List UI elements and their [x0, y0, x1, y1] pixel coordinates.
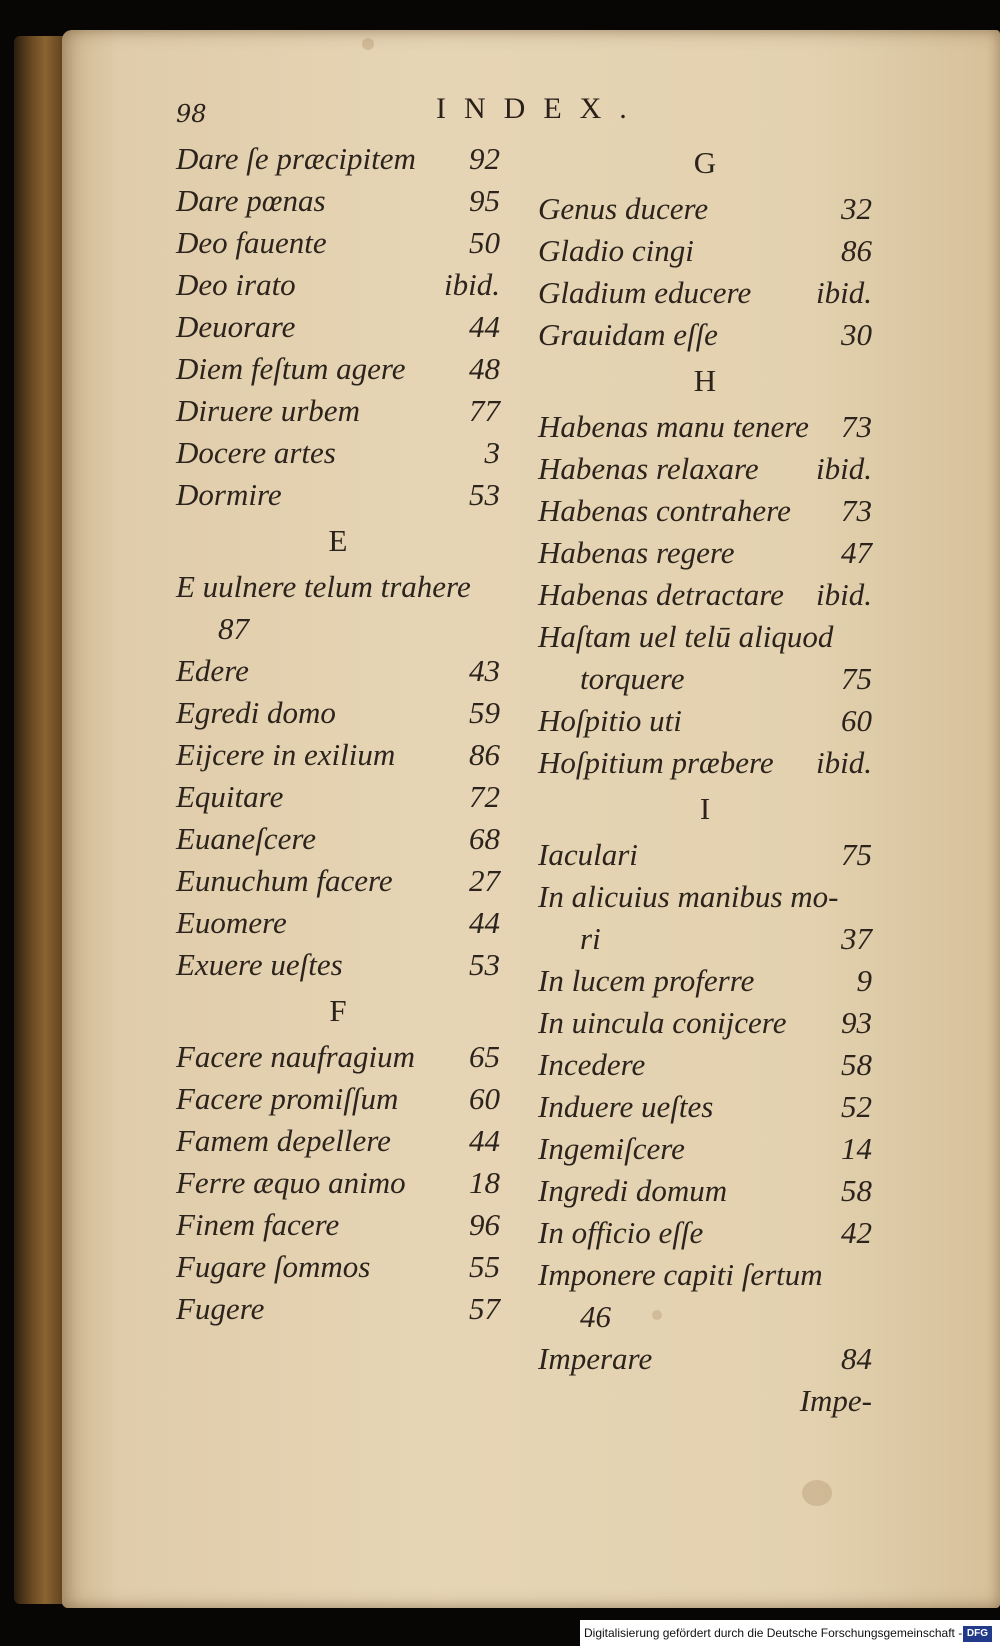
entry-page: ibid. [816, 451, 872, 486]
entry-page: 68 [469, 821, 500, 856]
entry-term: 87 [218, 611, 249, 646]
index-entry [538, 490, 872, 532]
entry-term: ri [580, 921, 601, 956]
entry-term: Eunuchum facere [176, 863, 393, 898]
index-entry [176, 860, 500, 902]
entry-page: 75 [841, 661, 872, 696]
entry-term: Ingemiſcere [538, 1131, 685, 1166]
entry-page: 42 [841, 1215, 872, 1250]
letter-label: G [693, 145, 717, 180]
entry-term: 46 [580, 1299, 611, 1334]
index-entry [176, 474, 500, 516]
entry-term: Iaculari [538, 837, 638, 872]
entry-page: 57 [469, 1291, 500, 1326]
entry-page: 60 [841, 703, 872, 738]
entry-term: Fugare ſommos [176, 1249, 371, 1284]
entry-term: Deo irato [176, 267, 296, 302]
index-entry [176, 1078, 500, 1120]
entry-term: Dare pœnas [176, 183, 326, 218]
letter-label: H [693, 363, 717, 398]
entry-term: In uincula conijcere [538, 1005, 787, 1040]
index-entry [176, 818, 500, 860]
entry-page: ibid. [816, 275, 872, 310]
index-entry [176, 264, 500, 306]
entry-page: 60 [469, 1081, 500, 1116]
entry-term: Habenas detractare [538, 577, 784, 612]
entry-term: Deo fauente [176, 225, 327, 260]
index-entry [538, 314, 872, 356]
index-entry [176, 608, 500, 650]
entry-page: 73 [841, 493, 872, 528]
index-entry [176, 944, 500, 986]
entry-term: Facere naufragium [176, 1039, 416, 1074]
index-entry [538, 1044, 872, 1086]
entry-term: Gladium educere [538, 275, 752, 310]
entry-term: Haſtam uel telū aliquod [538, 619, 834, 654]
index-entry [538, 960, 872, 1002]
index-entry [176, 180, 500, 222]
entry-page: 30 [841, 317, 872, 352]
index-entry [176, 1288, 500, 1330]
entry-page: 73 [841, 409, 872, 444]
index-entry [176, 348, 500, 390]
index-entry [176, 566, 500, 608]
entry-page: 44 [469, 1123, 500, 1158]
index-entry [176, 902, 500, 944]
entry-term: Egredi domo [176, 695, 336, 730]
entry-term: In alicuius manibus mo- [538, 879, 839, 914]
index-entry [538, 1296, 872, 1338]
entry-term: Docere artes [176, 435, 336, 470]
page-title: INDEX. [436, 92, 645, 125]
entry-term: Dormire [176, 477, 282, 512]
entry-term: Euomere [176, 905, 287, 940]
index-entry [176, 222, 500, 264]
entry-page: 93 [841, 1005, 872, 1040]
entry-term: Deuorare [176, 309, 296, 344]
entry-page: 53 [469, 947, 500, 982]
index-entry [176, 138, 500, 180]
book-binding [14, 36, 66, 1604]
index-letter-heading [176, 986, 500, 1036]
entry-term: Dare ſe præcipitem [176, 141, 416, 176]
entry-page: 3 [484, 435, 500, 470]
letter-label: I [699, 791, 711, 826]
entry-page: 44 [469, 309, 500, 344]
entry-page: 18 [469, 1165, 500, 1200]
entry-term: Habenas contrahere [538, 493, 791, 528]
index-entry [176, 1246, 500, 1288]
entry-term: In officio eſſe [538, 1215, 704, 1250]
index-entry [538, 918, 872, 960]
entry-page: 48 [469, 351, 500, 386]
entry-term: Imponere capiti ſertum [538, 1257, 823, 1292]
entry-term: Incedere [538, 1047, 646, 1082]
entry-term: Exuere ueſtes [176, 947, 343, 982]
letter-label: E [328, 523, 348, 558]
index-entry [176, 1162, 500, 1204]
index-entry [176, 734, 500, 776]
index-entry [538, 532, 872, 574]
index-entry [176, 390, 500, 432]
index-entry [538, 700, 872, 742]
paper-stain [802, 1480, 832, 1506]
index-letter-heading [538, 356, 872, 406]
index-entry [538, 834, 872, 876]
index-entry [176, 650, 500, 692]
index-entry [176, 1204, 500, 1246]
index-entry [538, 1002, 872, 1044]
entry-term: Diruere urbem [176, 393, 360, 428]
entry-term: Ingredi domum [538, 1173, 728, 1208]
index-entry [538, 448, 872, 490]
entry-term: In lucem proferre [538, 963, 755, 998]
index-entry [176, 692, 500, 734]
index-entry [176, 306, 500, 348]
entry-term: Fugere [176, 1291, 265, 1326]
index-column-right [538, 138, 872, 1422]
entry-page: 65 [469, 1039, 500, 1074]
entry-term: Edere [176, 653, 249, 688]
index-entry [538, 616, 872, 658]
entry-page: 14 [841, 1131, 872, 1166]
index-entry [538, 1254, 872, 1296]
index-entry [538, 230, 872, 272]
entry-term: Facere promiſſum [176, 1081, 399, 1116]
entry-page: 52 [841, 1089, 872, 1124]
entry-page: 53 [469, 477, 500, 512]
entry-page: 72 [469, 779, 500, 814]
index-entry [538, 188, 872, 230]
catchword-text: Impe- [799, 1383, 872, 1418]
entry-page: 77 [469, 393, 500, 428]
entry-page: ibid. [816, 577, 872, 612]
index-entry [538, 1170, 872, 1212]
entry-page: ibid. [444, 267, 500, 302]
entry-page: 84 [841, 1341, 872, 1376]
entry-term: torquere [580, 661, 685, 696]
entry-page: 75 [841, 837, 872, 872]
entry-page: 27 [469, 863, 500, 898]
entry-page: 59 [469, 695, 500, 730]
entry-term: E uulnere telum trahere [176, 569, 471, 604]
index-entry [538, 1086, 872, 1128]
entry-term: Famem depellere [176, 1123, 391, 1158]
entry-page: 44 [469, 905, 500, 940]
index-entry [538, 1338, 872, 1380]
index-column-left [176, 138, 500, 1330]
index-entry [538, 658, 872, 700]
index-entry [176, 1036, 500, 1078]
entry-page: 58 [841, 1047, 872, 1082]
index-entry [176, 776, 500, 818]
index-entry [538, 742, 872, 784]
entry-term: Imperare [538, 1341, 653, 1376]
index-entry [538, 1212, 872, 1254]
entry-term: Euaneſcere [176, 821, 316, 856]
entry-term: Habenas manu tenere [538, 409, 809, 444]
page-number: 98 [176, 100, 207, 128]
entry-page: 47 [841, 535, 872, 570]
entry-page: 95 [469, 183, 500, 218]
entry-term: Gladio cingi [538, 233, 694, 268]
dfg-logo: DFG [963, 1626, 992, 1642]
entry-term: Ferre æquo animo [176, 1165, 406, 1200]
entry-page: 96 [469, 1207, 500, 1242]
entry-term: Genus ducere [538, 191, 709, 226]
entry-term: Finem facere [176, 1207, 340, 1242]
entry-term: Grauidam eſſe [538, 317, 718, 352]
index-letter-heading [538, 784, 872, 834]
entry-term: Habenas regere [538, 535, 735, 570]
entry-page: 9 [856, 963, 872, 998]
index-entry [538, 406, 872, 448]
index-entry [538, 272, 872, 314]
digitization-credit [580, 1620, 1000, 1646]
index-entry [538, 574, 872, 616]
index-letter-heading [538, 138, 872, 188]
entry-page: 58 [841, 1173, 872, 1208]
entry-term: Eijcere in exilium [176, 737, 396, 772]
index-letter-heading [176, 516, 500, 566]
entry-page: 86 [469, 737, 500, 772]
index-entry [538, 876, 872, 918]
entry-term: Hoſpitio uti [538, 703, 682, 738]
entry-term: Hoſpitium præbere [538, 745, 774, 780]
catchword [538, 1380, 872, 1422]
entry-page: 55 [469, 1249, 500, 1284]
entry-page: 32 [841, 191, 872, 226]
entry-term: Equitare [176, 779, 284, 814]
entry-term: Habenas relaxare [538, 451, 759, 486]
entry-page: ibid. [816, 745, 872, 780]
entry-page: 37 [841, 921, 872, 956]
entry-page: 86 [841, 233, 872, 268]
entry-page: 50 [469, 225, 500, 260]
index-entry [176, 1120, 500, 1162]
index-entry [538, 1128, 872, 1170]
entry-term: Diem feſtum agere [176, 351, 406, 386]
entry-page: 43 [469, 653, 500, 688]
index-entry [176, 432, 500, 474]
paper-stain [362, 38, 374, 50]
entry-page: 92 [469, 141, 500, 176]
entry-term: Induere ueſtes [538, 1089, 714, 1124]
letter-label: F [329, 993, 347, 1028]
page-header [176, 92, 916, 132]
credit-text: Digitalisierung gefördert durch die Deutsche Forschungsgemeinschaft - [584, 1626, 963, 1640]
